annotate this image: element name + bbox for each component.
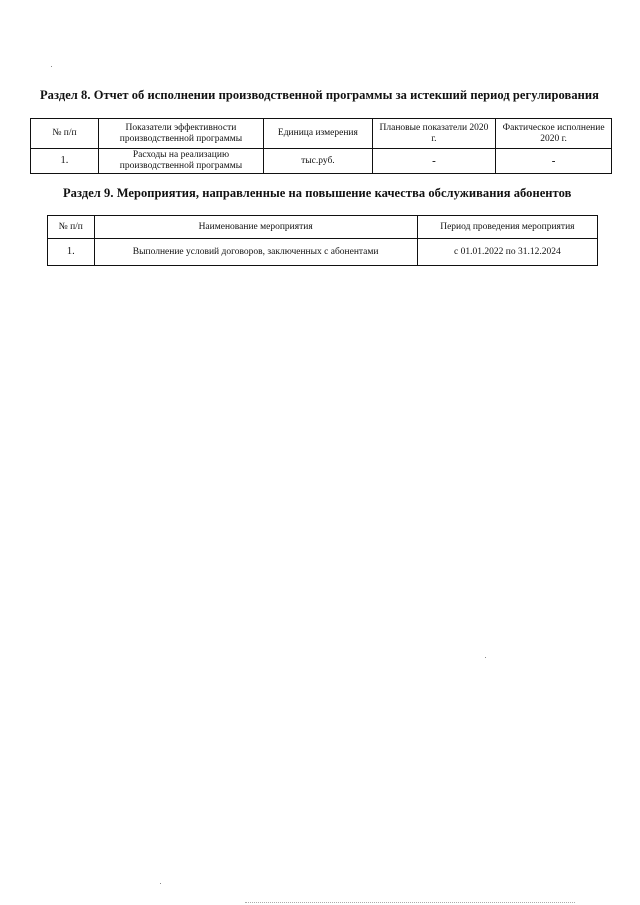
table-row <box>31 149 612 174</box>
header-cell-plan: Плановые показатели 2020 г. <box>372 119 495 149</box>
header-cell-number: № п/п <box>48 216 95 239</box>
table-row <box>48 239 598 266</box>
header-cell-number: № п/п <box>31 119 99 149</box>
cell-plan: - <box>372 149 495 174</box>
service-quality-measures-table <box>47 215 598 266</box>
cell-period: с 01.01.2022 по 31.12.2024 <box>417 239 597 266</box>
production-program-report-table <box>30 118 612 174</box>
scan-speck <box>51 66 52 67</box>
scan-speck <box>160 883 161 884</box>
scan-edge-line <box>245 902 575 904</box>
section-8-title: Раздел 8. Отчет об исполнении производственной программы за истекший период регулирования <box>40 88 599 102</box>
header-cell-indicator: Показатели эффективности производственной программы <box>98 119 263 149</box>
cell-actual: - <box>496 149 612 174</box>
header-cell-unit: Единица измерения <box>264 119 373 149</box>
section-9-title: Раздел 9. Мероприятия, направленные на повышение качества обслуживания абонентов <box>63 186 572 200</box>
cell-unit: тыс.руб. <box>264 149 373 174</box>
header-cell-period: Период проведения мероприятия <box>417 216 597 239</box>
cell-indicator: Расходы на реализацию производственной программы <box>98 149 263 174</box>
cell-number: 1. <box>31 149 99 174</box>
table-header-row <box>31 119 612 149</box>
scan-speck <box>485 657 486 658</box>
cell-number: 1. <box>48 239 95 266</box>
header-cell-actual: Фактическое исполнение 2020 г. <box>496 119 612 149</box>
header-cell-measure-name: Наименование мероприятия <box>94 216 417 239</box>
table-header-row <box>48 216 598 239</box>
cell-measure-name: Выполнение условий договоров, заключенных с абонентами <box>94 239 417 266</box>
